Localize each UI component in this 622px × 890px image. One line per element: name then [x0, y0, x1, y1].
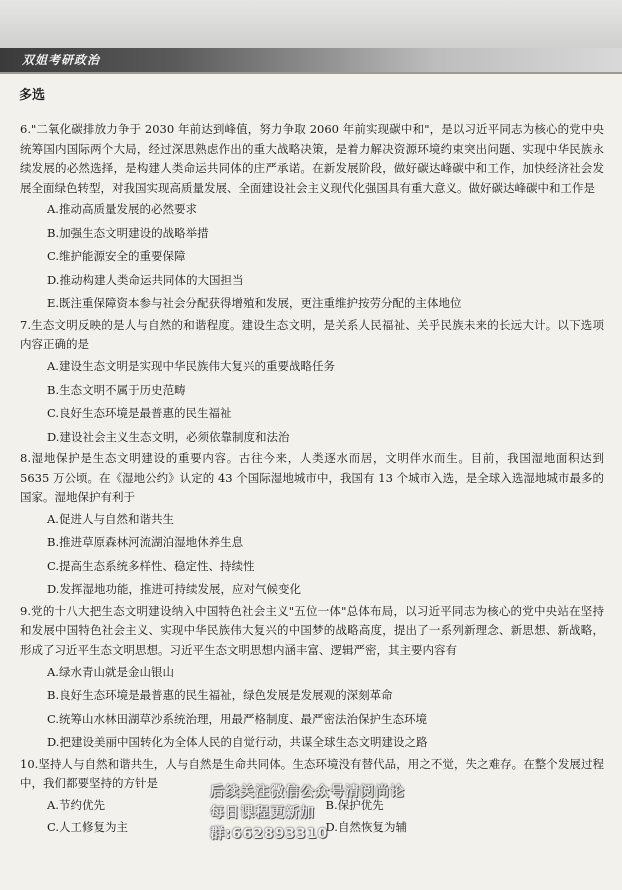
question-option: D.把建设美丽中国转化为全体人民的自觉行动，共谋全球生态文明建设之路: [47, 735, 428, 750]
question-option: D.自然恢复为辅: [325, 819, 407, 834]
question-option: D.发挥湿地功能，推进可持续发展，应对气候变化: [47, 582, 301, 597]
question-stem: 6."二氧化碳排放力争于 2030 年前达到峰值，努力争取 2060 年前实现碳中和"，是以习近平同志为核心的党中央统筹国内国际两个大局，经过深思熟虑作出的重大战略决策，是着力解决资源环境约束突出问题、实现中华民族永续发展的必然选择，是构建人类命运共同体的庄严承诺。在新发展阶段，做好碳达峰碳中和工作，加快经济社会发展全面绿色转型，对我国实现高质量发展、全面建设社会主义现代化强国具有重大意义。做好碳达峰碳中和工作是: [20, 122, 604, 195]
question-option: A.推动高质量发展的必然要求: [47, 202, 197, 217]
watermark: [210, 782, 420, 845]
question-option: D.推动构建人类命运共同体的大国担当: [47, 272, 244, 287]
question-option: C.人工修复为主: [47, 819, 129, 834]
question-option: C.提高生态系统多样性、稳定性、持续性: [47, 558, 255, 573]
question-option: B.生态文明不属于历史范畴: [47, 382, 186, 397]
question-option: C.良好生态环境是最普惠的民生福祉: [47, 406, 232, 421]
question-option: A.促进人与自然和谐共生: [47, 511, 174, 526]
header-title: 双姐考研政治: [22, 53, 101, 67]
question-option: C.统筹山水林田湖草沙系统治理，用最严格制度、最严密法治保护生态环境: [47, 711, 428, 726]
watermark-line: 后续关注微信公众号清阅尚论: [210, 784, 405, 800]
question-stem: 9.党的十八大把生态文明建设纳入中国特色社会主义"五位一体"总体布局，以习近平同志为核心的党中央站在坚持和发展中国特色社会主义、实现中华民族伟大复兴的中国梦的战略高度，提出了一系列新理念、新思想、新战略，形成了习近平生态文明思想。习近平生态文明思想内涵丰富、逻辑严密，其主要内容有: [20, 603, 604, 658]
question-option: A.节约优先: [47, 797, 105, 812]
question-option: A.绿水青山就是金山银山: [47, 664, 174, 679]
question-stem: 8.湿地保护是生态文明建设的重要内容。古往今来，人类逐水而居，文明伴水而生。目前，我国湿地面积达到 5635 万公顷。在《湿地公约》认定的 43 个国际湿地城市中，我国有 13 个城市入选，是全球入选湿地城市最多的国家。湿地保护有利于: [20, 451, 604, 505]
header-divider: [0, 72, 622, 74]
question-option: C.维护能源安全的重要保障: [47, 249, 186, 264]
question-option: B.推进草原森林河流湖泊湿地休养生息: [47, 535, 244, 550]
question-option: E.既注重保障资本参与社会分配获得增殖和发展，更注重维护按劳分配的主体地位: [47, 296, 462, 311]
question-option: A.建设生态文明是实现中华民族伟大复兴的重要战略任务: [47, 359, 335, 374]
section-title: 多选: [19, 88, 46, 103]
question-option: B.保护优先: [325, 797, 384, 812]
question-list: [20, 120, 604, 838]
question-option: B.良好生态环境是最普惠的民生福祉，绿色发展是发展观的深刻革命: [47, 688, 393, 703]
question-option: B.加强生态文明建设的战略举措: [47, 225, 209, 240]
question-stem: 7.生态文明反映的是人与自然的和谐程度。建设生态文明，是关系人民福祉、关乎民族未来的长远大计。以下选项内容正确的是: [20, 317, 604, 352]
question-option: D.建设社会主义生态文明，必须依靠制度和法治: [47, 429, 290, 444]
watermark-line: 每日课程更新加群:662893310: [210, 805, 329, 842]
question-stem: 10.坚持人与自然和谐共生，人与自然是生命共同体。生态环境没有替代品，用之不觉，失之难存。在整个发展过程中，我们都要坚持的方针是: [20, 756, 604, 791]
